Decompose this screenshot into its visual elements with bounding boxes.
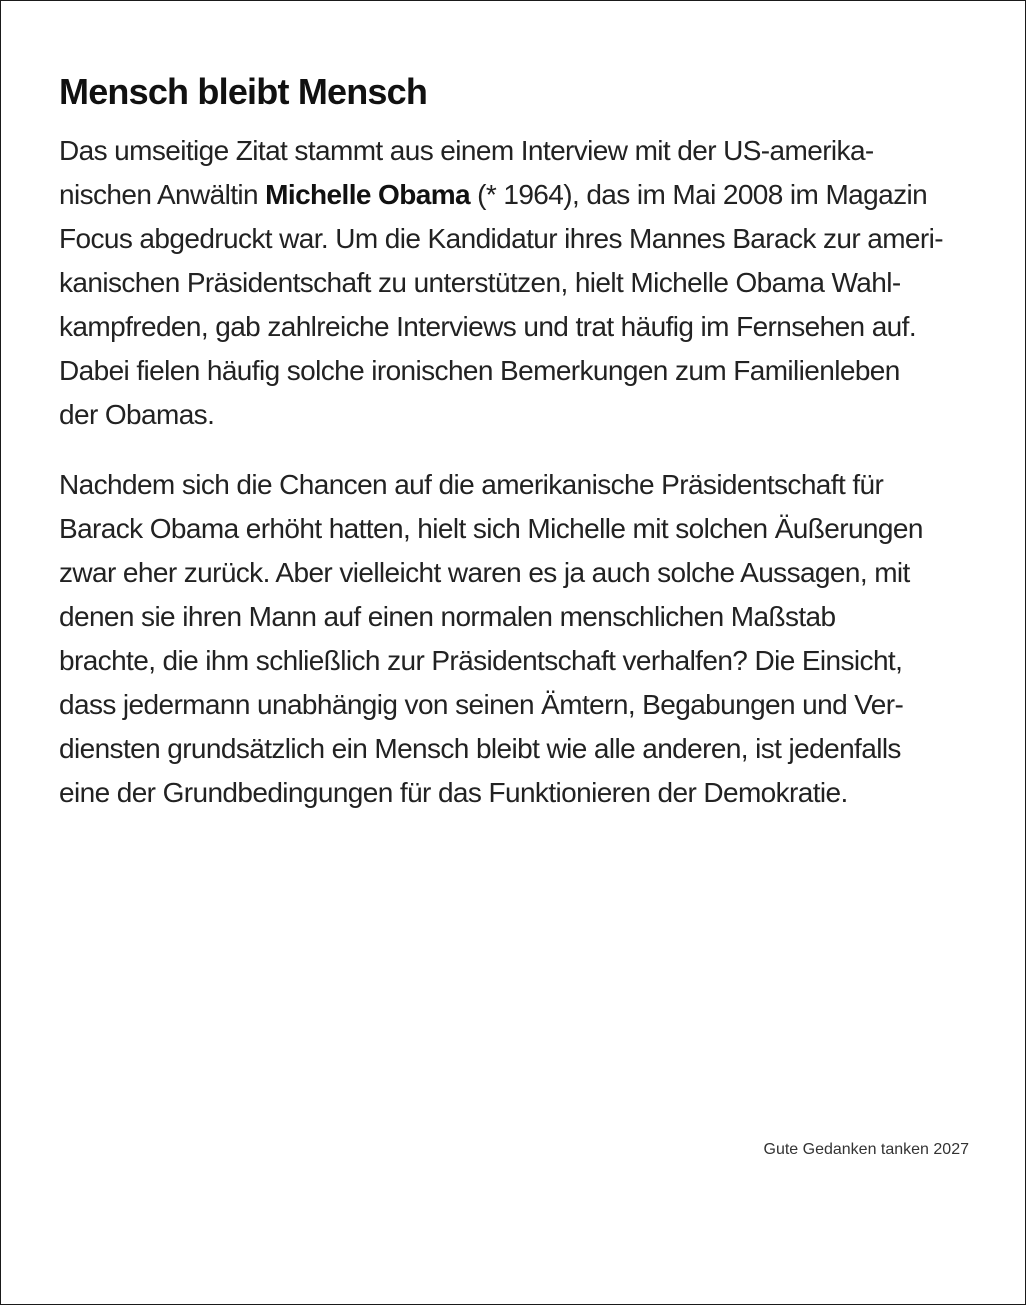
text-fragment: (* 1964), das im Mai 2008 im Magazin	[469, 179, 928, 210]
person-name: Michelle Obama	[265, 179, 470, 210]
footer-note: Gute Gedanken tanken 2027	[763, 1141, 969, 1158]
text-line: kampfreden, gab zahlreiche Interviews und trat häufig im Fernsehen auf.	[59, 311, 917, 342]
text-line: Das umseitige Zitat stammt aus einem Interview mit der US-amerika-	[59, 135, 874, 166]
text-line: eine der Grundbedingungen für das Funktionieren der Demokratie.	[59, 777, 848, 808]
text-line: brachte, die ihm schließlich zur Präsidentschaft verhalfen? Die Einsicht,	[59, 645, 903, 676]
text-line: Nachdem sich die Chancen auf die amerikanische Präsidentschaft für	[59, 469, 884, 500]
text-line: der Obamas.	[59, 399, 215, 430]
text-line	[59, 173, 979, 217]
text-line: dass jedermann unabhängig von seinen Ämtern, Begabungen und Ver-	[59, 689, 904, 720]
text-line: zwar eher zurück. Aber vielleicht waren es ja auch solche Aussagen, mit	[59, 557, 910, 588]
paragraph-intro	[59, 129, 979, 437]
text-line: Focus abgedruckt war. Um die Kandidatur ihres Mannes Barack zur ameri-	[59, 223, 943, 254]
article	[59, 67, 979, 815]
page-title: Mensch bleibt Mensch	[59, 71, 428, 112]
text-line: diensten grundsätzlich ein Mensch bleibt wie alle anderen, ist jedenfalls	[59, 733, 901, 764]
text-fragment: nischen Anwältin	[59, 179, 266, 210]
paragraph-reflection	[59, 463, 979, 815]
text-line: Barack Obama erhöht hatten, hielt sich Michelle mit solchen Äußerungen	[59, 513, 923, 544]
text-line: kanischen Präsidentschaft zu unterstützen, hielt Michelle Obama Wahl-	[59, 267, 901, 298]
text-line: denen sie ihren Mann auf einen normalen menschlichen Maßstab	[59, 601, 836, 632]
text-line: Dabei fielen häufig solche ironischen Bemerkungen zum Familienleben	[59, 355, 900, 386]
